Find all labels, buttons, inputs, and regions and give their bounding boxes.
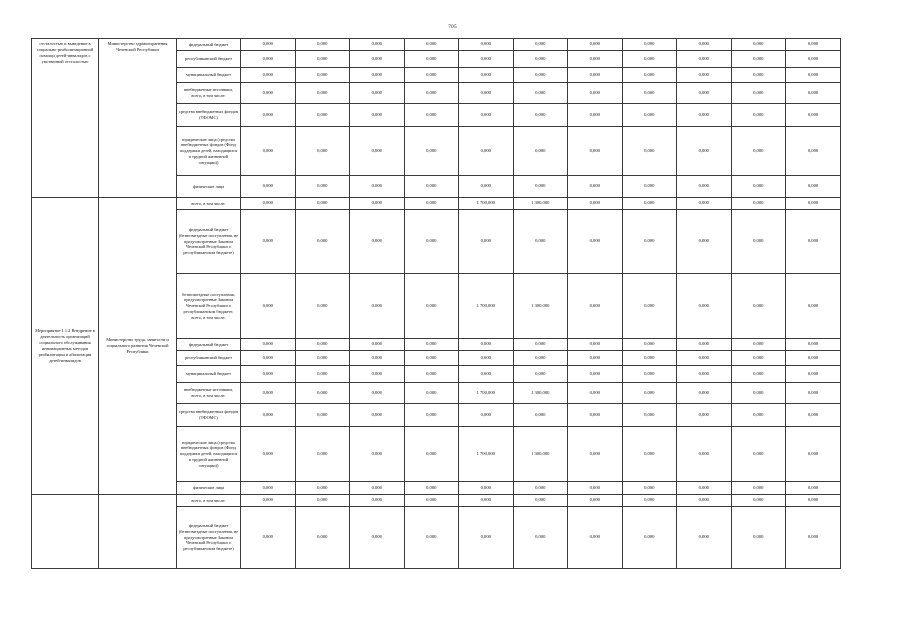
value-cell: 0,000 [295,210,350,274]
value-cell: 0,000 [404,507,459,569]
value-cell: 0,000 [568,339,623,351]
funding-source-cell: федеральный бюджет [177,339,241,351]
value-cell: 0,000 [622,274,677,339]
value-cell: 0,000 [513,127,568,176]
value-cell: 1 300,000 [513,427,568,482]
value-cell: 0,000 [241,198,296,210]
value-cell: 0,000 [568,127,623,176]
funding-source-cell: средства внебюджетных фондов (ТФОМС) [177,404,241,427]
value-cell: 0,000 [241,83,296,104]
value-cell: 0,000 [459,51,514,68]
value-cell: 0,000 [295,176,350,198]
value-cell: 0,000 [295,68,350,83]
value-cell: 0,000 [677,427,732,482]
value-cell: 0,000 [241,274,296,339]
value-cell: 0,000 [622,507,677,569]
value-cell: 0,000 [731,176,786,198]
value-cell: 0,000 [731,482,786,495]
value-cell: 0,000 [731,51,786,68]
value-cell: 0,000 [786,39,841,51]
funding-source-cell: безвозмездные поступления, предусмотренные Законом Чеченской Республики о республиканском бюджете, всего, в том числе: [177,274,241,339]
value-cell: 0,000 [295,51,350,68]
funding-source-cell: всего, в том числе: [177,198,241,210]
value-cell: 0,000 [295,339,350,351]
value-cell: 0,000 [677,404,732,427]
value-cell: 0,000 [241,366,296,383]
value-cell: 0,000 [350,495,405,507]
value-cell: 0,000 [513,482,568,495]
value-cell: 0,000 [459,507,514,569]
table-row [32,198,841,210]
value-cell: 0,000 [295,83,350,104]
value-cell: 0,000 [404,366,459,383]
value-cell: 0,000 [241,404,296,427]
value-cell: 0,000 [731,127,786,176]
value-cell: 0,000 [404,274,459,339]
value-cell: 0,000 [677,482,732,495]
value-cell: 0,000 [404,482,459,495]
value-cell: 0,000 [295,383,350,404]
value-cell: 0,000 [404,427,459,482]
value-cell: 0,000 [731,68,786,83]
value-cell: 0,000 [622,427,677,482]
value-cell: 0,000 [568,51,623,68]
value-cell: 0,000 [568,68,623,83]
value-cell: 0,000 [350,339,405,351]
value-cell: 0,000 [677,495,732,507]
value-cell: 0,000 [677,83,732,104]
value-cell: 0,000 [241,339,296,351]
value-cell: 0,000 [241,51,296,68]
value-cell: 0,000 [622,366,677,383]
value-cell: 0,000 [513,68,568,83]
value-cell: 0,000 [731,210,786,274]
value-cell: 0,000 [241,482,296,495]
funding-source-cell: внебюджетные источники, всего, в том числе: [177,383,241,404]
value-cell: 0,000 [622,495,677,507]
value-cell: 0,000 [731,39,786,51]
value-cell: 0,000 [786,507,841,569]
value-cell: 0,000 [513,210,568,274]
value-cell: 0,000 [786,83,841,104]
value-cell: 0,000 [241,176,296,198]
value-cell: 0,000 [677,198,732,210]
value-cell: 0,000 [622,383,677,404]
value-cell: 1 700,000 [459,198,514,210]
value-cell: 0,000 [622,39,677,51]
value-cell: 1 700,000 [459,274,514,339]
program-cell [32,495,99,569]
value-cell: 0,000 [241,495,296,507]
value-cell: 0,000 [677,383,732,404]
value-cell: 0,000 [350,176,405,198]
value-cell: 0,000 [350,210,405,274]
value-cell: 0,000 [786,176,841,198]
value-cell: 0,000 [786,495,841,507]
value-cell: 0,000 [295,366,350,383]
value-cell: 0,000 [459,83,514,104]
value-cell: 0,000 [513,39,568,51]
value-cell: 0,000 [350,83,405,104]
funding-table [31,38,841,569]
value-cell: 0,000 [786,482,841,495]
value-cell: 0,000 [241,104,296,127]
executor-cell: Министерство труда, занятости и социального развития Чеченской Республики [99,198,177,495]
funding-source-cell: средства внебюджетных фондов (ТФОМС) [177,104,241,127]
funding-source-cell: юридические лица (средства внебюджетных фондов (Фонд поддержки детей, находящихся в трудной жизненной ситуации)) [177,127,241,176]
value-cell: 0,000 [786,404,841,427]
value-cell: 0,000 [241,383,296,404]
value-cell: 1 300,000 [513,383,568,404]
value-cell: 0,000 [568,83,623,104]
value-cell: 0,000 [404,351,459,366]
value-cell: 0,000 [513,366,568,383]
value-cell: 0,000 [731,104,786,127]
table-row [32,495,841,507]
value-cell: 0,000 [241,427,296,482]
value-cell: 0,000 [513,51,568,68]
value-cell: 0,000 [513,404,568,427]
program-cell: Мероприятие 1.1.2 Внедрение в деятельность организаций социального обслуживания инновационных методов реабилитации и абилитации детей-инвалидов [32,198,99,495]
value-cell: 0,000 [786,127,841,176]
value-cell: 0,000 [568,176,623,198]
value-cell: 0,000 [731,274,786,339]
value-cell: 0,000 [568,210,623,274]
value-cell: 0,000 [404,104,459,127]
funding-source-cell: муниципальный бюджет [177,68,241,83]
value-cell: 0,000 [350,68,405,83]
value-cell: 0,000 [786,274,841,339]
value-cell: 0,000 [350,104,405,127]
value-cell: 0,000 [404,210,459,274]
value-cell: 0,000 [350,383,405,404]
value-cell: 0,000 [786,383,841,404]
value-cell: 0,000 [350,507,405,569]
value-cell: 0,000 [295,274,350,339]
value-cell: 1 700,000 [459,427,514,482]
value-cell: 0,000 [350,198,405,210]
funding-source-cell: юридические лица (средства внебюджетных фондов (Фонд поддержки детей, находящихся в трудной жизненной ситуации)) [177,427,241,482]
value-cell: 0,000 [459,68,514,83]
value-cell: 0,000 [731,383,786,404]
value-cell: 0,000 [241,210,296,274]
funding-source-cell: федеральный бюджет (безвозмездные поступления, не предусмотренные Законом Чеченской Республики о республиканском бюджете) [177,210,241,274]
value-cell: 0,000 [295,198,350,210]
value-cell: 0,000 [295,507,350,569]
value-cell: 0,000 [404,383,459,404]
value-cell: 0,000 [295,404,350,427]
value-cell: 0,000 [513,104,568,127]
value-cell: 0,000 [731,495,786,507]
value-cell: 0,000 [786,51,841,68]
value-cell: 0,000 [622,51,677,68]
funding-source-cell: муниципальный бюджет [177,366,241,383]
value-cell: 0,000 [622,83,677,104]
value-cell: 0,000 [622,127,677,176]
value-cell: 0,000 [568,351,623,366]
value-cell: 0,000 [622,404,677,427]
value-cell: 0,000 [786,210,841,274]
executor-cell [99,495,177,569]
funding-source-cell: республиканский бюджет [177,51,241,68]
value-cell: 0,000 [241,351,296,366]
funding-source-cell: физические лица [177,482,241,495]
value-cell: 0,000 [731,404,786,427]
value-cell: 0,000 [786,427,841,482]
value-cell: 0,000 [404,495,459,507]
value-cell: 0,000 [350,351,405,366]
value-cell: 0,000 [404,68,459,83]
table-body [32,39,841,569]
table-row [32,39,841,51]
value-cell: 1 300,000 [513,198,568,210]
value-cell: 0,000 [568,366,623,383]
value-cell: 0,000 [404,51,459,68]
value-cell: 0,000 [677,127,732,176]
value-cell: 0,000 [513,339,568,351]
funding-source-cell: всего, в том числе: [177,495,241,507]
value-cell: 0,000 [295,351,350,366]
value-cell: 0,000 [404,127,459,176]
value-cell: 0,000 [350,482,405,495]
value-cell: 0,000 [622,210,677,274]
funding-source-cell: республиканский бюджет [177,351,241,366]
value-cell: 0,000 [677,51,732,68]
value-cell: 0,000 [350,39,405,51]
value-cell: 0,000 [731,83,786,104]
value-cell: 0,000 [568,198,623,210]
value-cell: 0,000 [404,198,459,210]
value-cell: 0,000 [350,404,405,427]
value-cell: 1 300,000 [513,274,568,339]
value-cell: 0,000 [731,351,786,366]
value-cell: 0,000 [677,39,732,51]
value-cell: 0,000 [459,404,514,427]
value-cell: 0,000 [568,383,623,404]
value-cell: 0,000 [568,507,623,569]
program-cell: отсталостью и выведение в социально-реабилитационной помощи детей-инвалидов с умственной отсталостью [32,39,99,198]
value-cell: 0,000 [568,104,623,127]
value-cell: 0,000 [241,127,296,176]
value-cell: 0,000 [677,210,732,274]
value-cell: 0,000 [786,198,841,210]
value-cell: 0,000 [459,104,514,127]
value-cell: 0,000 [459,339,514,351]
value-cell: 0,000 [295,104,350,127]
value-cell: 0,000 [404,176,459,198]
value-cell: 0,000 [622,176,677,198]
value-cell: 0,000 [404,83,459,104]
value-cell: 0,000 [459,176,514,198]
value-cell: 0,000 [731,198,786,210]
value-cell: 0,000 [622,482,677,495]
value-cell: 0,000 [459,210,514,274]
value-cell: 0,000 [513,83,568,104]
value-cell: 0,000 [786,339,841,351]
value-cell: 0,000 [241,507,296,569]
value-cell: 0,000 [786,104,841,127]
value-cell: 0,000 [731,366,786,383]
value-cell: 0,000 [295,39,350,51]
value-cell: 0,000 [404,339,459,351]
value-cell: 0,000 [731,427,786,482]
value-cell: 0,000 [350,427,405,482]
value-cell: 0,000 [459,366,514,383]
value-cell: 0,000 [513,176,568,198]
value-cell: 0,000 [295,127,350,176]
value-cell: 0,000 [241,39,296,51]
value-cell: 0,000 [622,351,677,366]
value-cell: 0,000 [568,404,623,427]
value-cell: 0,000 [731,339,786,351]
value-cell: 0,000 [786,351,841,366]
value-cell: 0,000 [677,176,732,198]
value-cell: 0,000 [350,51,405,68]
funding-source-cell: федеральный бюджет (безвозмездные поступления, не предусмотренные Законом Чеченской Республики о республиканском бюджете) [177,507,241,569]
value-cell: 0,000 [568,482,623,495]
value-cell: 0,000 [731,507,786,569]
value-cell: 0,000 [404,39,459,51]
value-cell: 0,000 [622,339,677,351]
value-cell: 0,000 [677,274,732,339]
value-cell: 0,000 [786,366,841,383]
value-cell: 0,000 [568,427,623,482]
value-cell: 0,000 [404,404,459,427]
value-cell: 0,000 [241,68,296,83]
value-cell: 0,000 [459,495,514,507]
value-cell: 0,000 [622,68,677,83]
value-cell: 1 700,000 [459,383,514,404]
funding-source-cell: федеральный бюджет [177,39,241,51]
value-cell: 0,000 [513,507,568,569]
value-cell: 0,000 [622,104,677,127]
value-cell: 0,000 [350,274,405,339]
value-cell: 0,000 [459,127,514,176]
value-cell: 0,000 [295,427,350,482]
value-cell: 0,000 [459,351,514,366]
value-cell: 0,000 [786,68,841,83]
value-cell: 0,000 [350,127,405,176]
value-cell: 0,000 [568,274,623,339]
value-cell: 0,000 [677,339,732,351]
value-cell: 0,000 [513,495,568,507]
funding-source-cell: физические лица [177,176,241,198]
value-cell: 0,000 [677,507,732,569]
executor-cell: Министерство здравоохранения Чеченской Республики [99,39,177,198]
value-cell: 0,000 [295,482,350,495]
page-number: 705 [448,24,457,30]
value-cell: 0,000 [459,482,514,495]
value-cell: 0,000 [513,351,568,366]
funding-source-cell: внебюджетные источники, всего, в том числе: [177,83,241,104]
value-cell: 0,000 [459,39,514,51]
value-cell: 0,000 [568,39,623,51]
value-cell: 0,000 [295,495,350,507]
value-cell: 0,000 [677,104,732,127]
value-cell: 0,000 [568,495,623,507]
value-cell: 0,000 [350,366,405,383]
value-cell: 0,000 [677,351,732,366]
value-cell: 0,000 [622,198,677,210]
value-cell: 0,000 [677,68,732,83]
value-cell: 0,000 [677,366,732,383]
